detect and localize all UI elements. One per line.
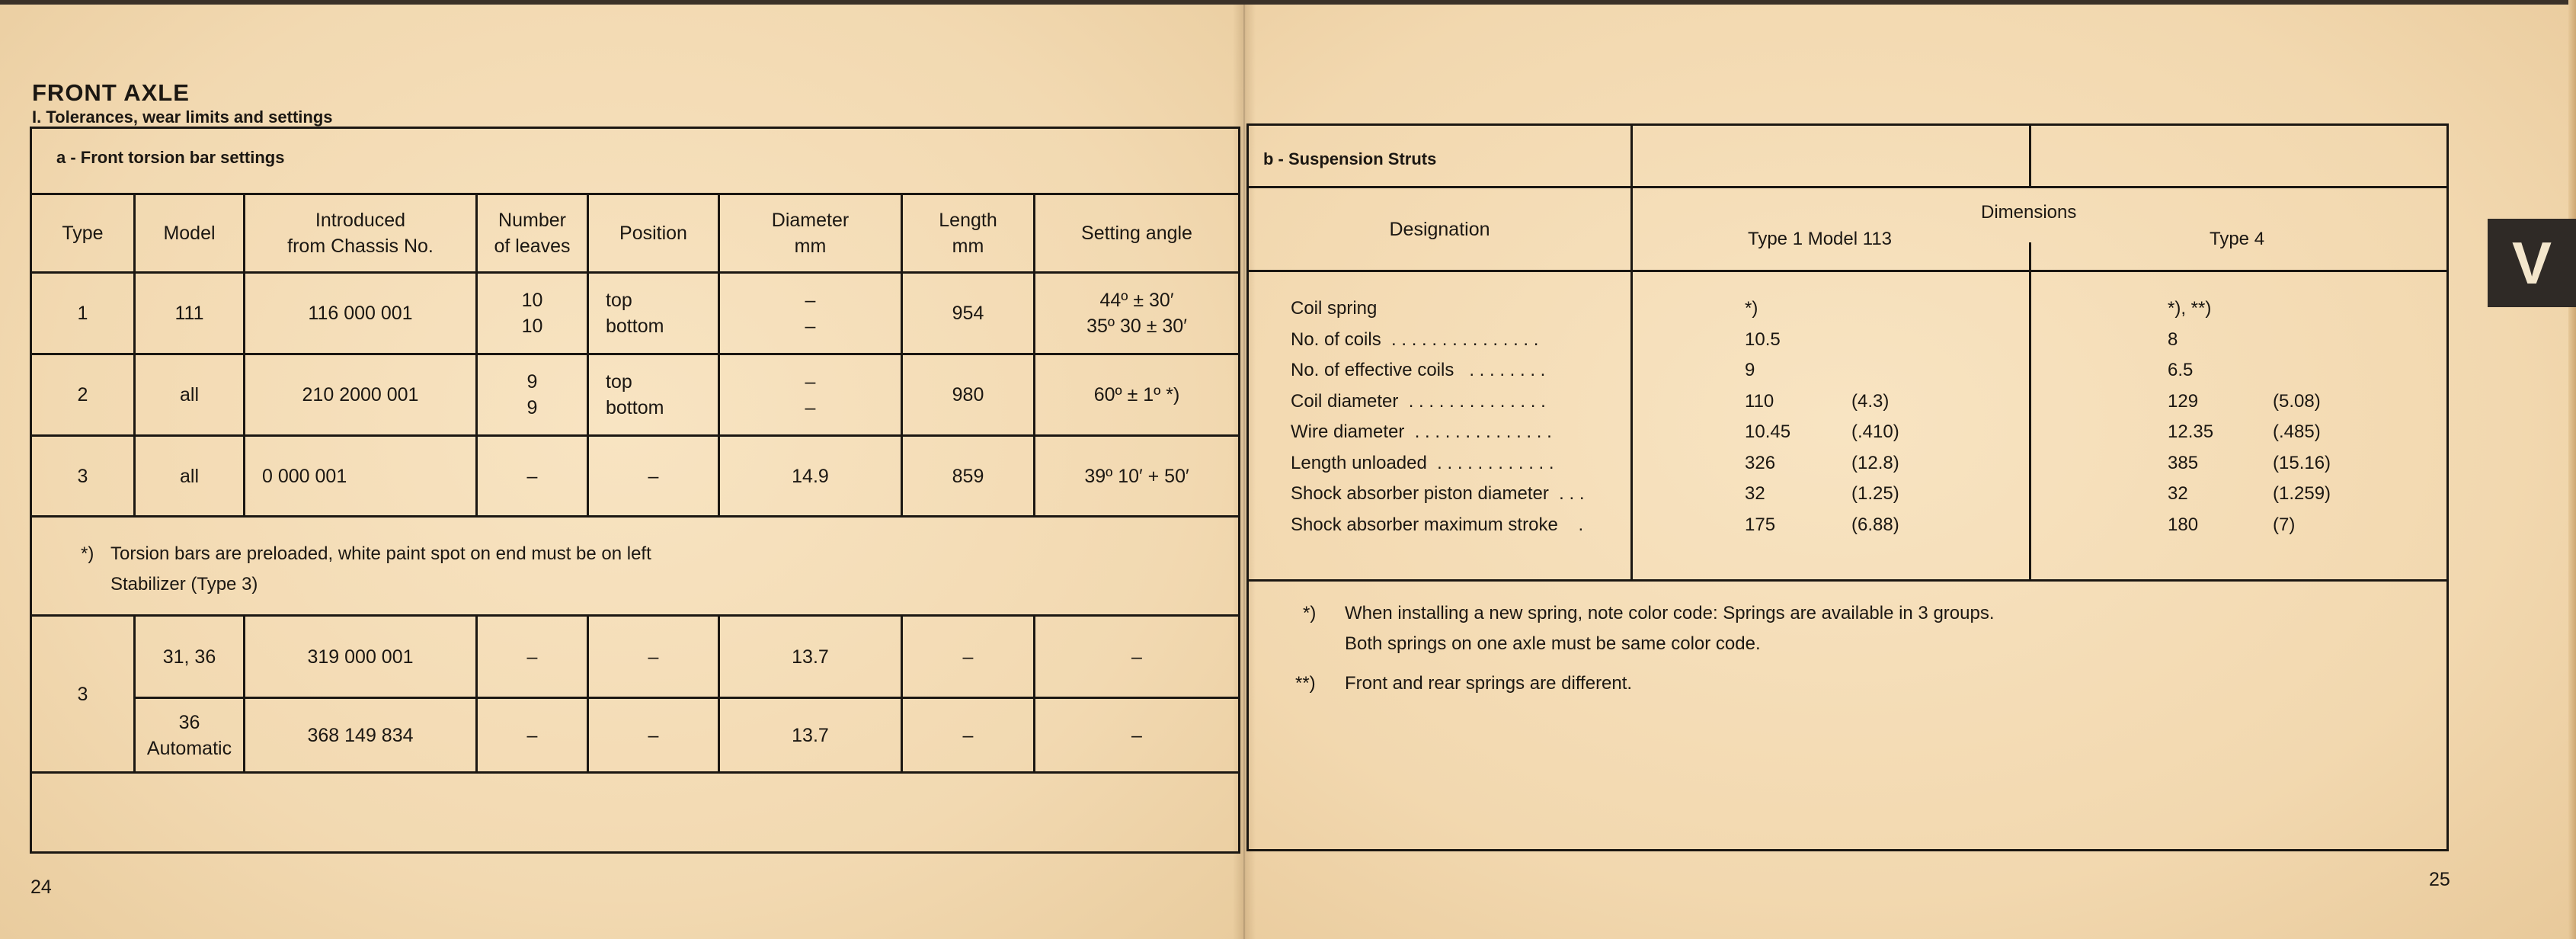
col-header-type1: Type 1 Model 113 bbox=[1748, 229, 1893, 249]
note-text: When installing a new spring, note color code: Springs are available in 3 groups. bbox=[1345, 603, 1995, 623]
spec-designation: Coil spring bbox=[1291, 298, 1378, 319]
spec-type1-inches: (.410) bbox=[1851, 421, 1899, 442]
table-cell: all bbox=[179, 384, 199, 405]
page-subtitle: I. Tolerances, wear limits and settings bbox=[32, 107, 333, 127]
note-text: Both springs on one axle must be same color code. bbox=[1345, 633, 1761, 654]
spec-type4-value: 12.35 bbox=[2168, 421, 2214, 442]
table-cell: top bottom bbox=[606, 371, 664, 418]
col-header-model: Model bbox=[163, 223, 216, 244]
table-cell: 116 000 001 bbox=[308, 303, 413, 324]
spec-designation: Shock absorber piston diameter . . . bbox=[1291, 483, 1585, 504]
spec-type4-value: 8 bbox=[2168, 329, 2178, 350]
table-cell: top bottom bbox=[606, 290, 664, 337]
table-cell: 14.9 bbox=[792, 465, 829, 487]
table-cell: 60º ± 1º *) bbox=[1093, 384, 1180, 405]
table-cell: 319 000 001 bbox=[307, 646, 414, 668]
table-cell: 2 bbox=[77, 384, 88, 405]
table-cell: 368 149 834 bbox=[307, 724, 414, 746]
spec-type4-value: 6.5 bbox=[2168, 360, 2194, 380]
spec-designation: Shock absorber maximum stroke . bbox=[1291, 514, 1584, 535]
table-cell: 980 bbox=[952, 384, 984, 405]
page-edge bbox=[2568, 0, 2576, 939]
table-cell: 9 9 bbox=[526, 371, 538, 418]
col-header-type: Type bbox=[62, 223, 104, 244]
table-cell: – – bbox=[805, 290, 816, 337]
table-cell: 111 bbox=[174, 303, 204, 324]
spec-designation: No. of coils . . . . . . . . . . . . . . . bbox=[1291, 329, 1539, 350]
table-cell: 13.7 bbox=[792, 724, 829, 746]
spec-type4-value: 129 bbox=[2168, 391, 2199, 412]
table-cell: – bbox=[962, 724, 974, 746]
table-cell: – bbox=[526, 465, 538, 487]
col-header-diameter: Diameter mm bbox=[771, 210, 850, 257]
spec-type4-value: 385 bbox=[2168, 453, 2199, 473]
spec-designation: Length unloaded . . . . . . . . . . . . bbox=[1291, 453, 1554, 473]
spec-type4-inches: (15.16) bbox=[2273, 453, 2331, 473]
spec-type4-inches: (7) bbox=[2273, 514, 2296, 535]
table-cell: 31, 36 bbox=[162, 646, 216, 668]
table-cell: – bbox=[648, 646, 659, 668]
spec-type4-value: 180 bbox=[2168, 514, 2199, 535]
spec-type4-value: *), **) bbox=[2168, 298, 2212, 319]
spec-type1-inches: (4.3) bbox=[1851, 391, 1890, 412]
col-header-length: Length mm bbox=[939, 210, 997, 257]
table-cell: 36 Automatic bbox=[146, 711, 232, 759]
spec-type4-inches: (1.259) bbox=[2273, 483, 2331, 504]
table-cell: all bbox=[179, 465, 199, 487]
spec-type1-value: 175 bbox=[1745, 514, 1776, 535]
page-number-left: 24 bbox=[30, 877, 52, 898]
page-title: FRONT AXLE bbox=[32, 79, 190, 106]
spec-type4-inches: (5.08) bbox=[2273, 391, 2321, 412]
table-cell: – bbox=[526, 724, 538, 746]
table-cell: – bbox=[1131, 724, 1142, 746]
footnote-text: Torsion bars are preloaded, white paint spot on end must be on left bbox=[110, 543, 651, 564]
spec-type4-value: 32 bbox=[2168, 483, 2188, 504]
spec-type1-value: 110 bbox=[1745, 391, 1774, 412]
spec-type1-inches: (1.25) bbox=[1851, 483, 1899, 504]
table-cell: – bbox=[962, 646, 974, 668]
spec-type1-inches: (6.88) bbox=[1851, 514, 1899, 535]
table-cell: 3 bbox=[77, 465, 88, 487]
col-header-dimensions: Dimensions bbox=[1981, 202, 2077, 223]
table-cell: – bbox=[1131, 646, 1142, 668]
spec-type1-value: 32 bbox=[1745, 483, 1765, 504]
table-cell: 0 000 001 bbox=[262, 465, 347, 487]
top-edge bbox=[0, 0, 2576, 5]
note-text: Front and rear springs are different. bbox=[1345, 673, 1633, 694]
spec-type1-value: 9 bbox=[1745, 360, 1755, 380]
spec-type1-value: *) bbox=[1745, 298, 1758, 319]
col-header-position: Position bbox=[619, 223, 687, 244]
spec-designation: No. of effective coils . . . . . . . . bbox=[1291, 360, 1546, 380]
table-cell: 39º 10′ + 50′ bbox=[1084, 465, 1189, 487]
table-cell: 44º ± 30′ 35º 30 ± 30′ bbox=[1086, 290, 1187, 337]
table-cell: – bbox=[648, 465, 659, 487]
stabilizer-label: Stabilizer (Type 3) bbox=[110, 574, 258, 594]
chapter-tab-label: V bbox=[2511, 229, 2552, 296]
note-marker: **) bbox=[1295, 673, 1316, 694]
spec-type1-value: 10.5 bbox=[1745, 329, 1781, 350]
table-cell: – – bbox=[805, 371, 816, 418]
table-cell: – bbox=[648, 724, 659, 746]
table-cell: – bbox=[526, 646, 538, 668]
table-cell: 3 bbox=[77, 683, 88, 705]
table-cell: 10 10 bbox=[521, 290, 543, 337]
col-header-leaves: Number of leaves bbox=[494, 210, 571, 257]
spec-type1-inches: (12.8) bbox=[1851, 453, 1899, 473]
spec-type1-value: 326 bbox=[1745, 453, 1776, 473]
table-cell: 210 2000 001 bbox=[302, 384, 419, 405]
col-header-chassis: Introduced from Chassis No. bbox=[287, 210, 434, 257]
table-cell: 859 bbox=[952, 465, 984, 487]
note-marker: *) bbox=[1303, 603, 1317, 623]
section-b-heading: b - Suspension Struts bbox=[1263, 149, 1437, 168]
spec-designation: Coil diameter . . . . . . . . . . . . . . bbox=[1291, 391, 1546, 412]
page-number-right: 25 bbox=[2429, 869, 2450, 890]
col-header-type4: Type 4 bbox=[2210, 229, 2265, 249]
spec-designation: Wire diameter . . . . . . . . . . . . . . bbox=[1291, 421, 1552, 442]
table-cell: 954 bbox=[952, 303, 984, 324]
col-header-setting-angle: Setting angle bbox=[1081, 223, 1192, 244]
spec-type4-inches: (.485) bbox=[2273, 421, 2321, 442]
col-header-designation: Designation bbox=[1389, 218, 1490, 240]
table-cell: 13.7 bbox=[792, 646, 829, 668]
chapter-tab bbox=[2488, 219, 2576, 307]
table-cell: 1 bbox=[77, 303, 88, 324]
footnote-marker: *) bbox=[81, 543, 94, 564]
spec-type1-value: 10.45 bbox=[1745, 421, 1791, 442]
section-a-heading: a - Front torsion bar settings bbox=[56, 148, 285, 167]
